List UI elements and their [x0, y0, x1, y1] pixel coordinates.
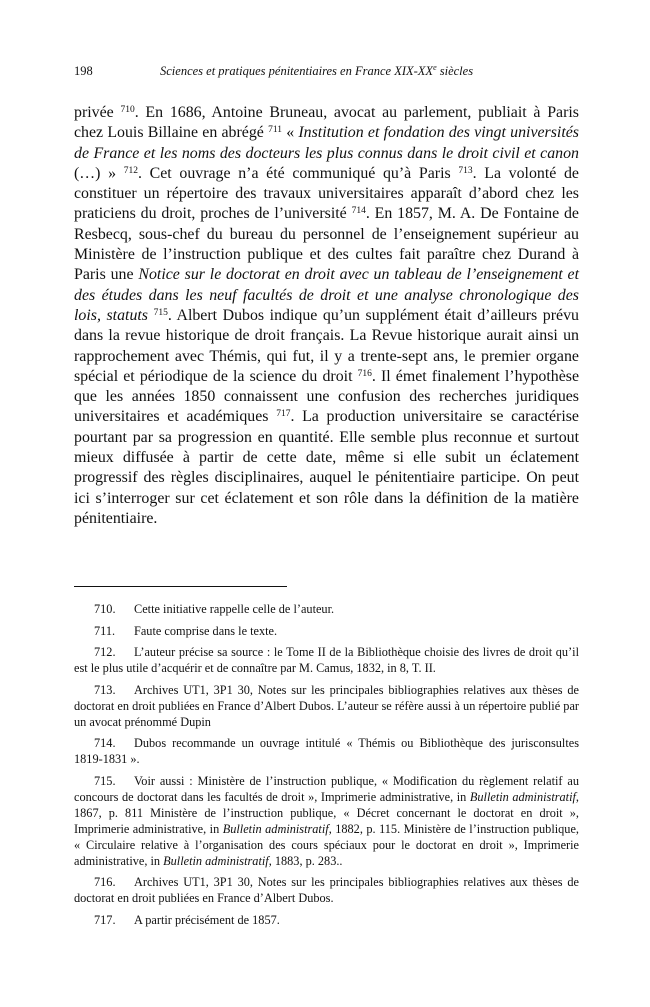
footnote-717 — [74, 912, 579, 928]
footnote-reference-716[interactable]: 716 — [357, 368, 372, 379]
footnote-number: 714. — [94, 736, 116, 750]
running-title-end: siècles — [436, 64, 474, 78]
footnote-reference-711[interactable]: 711 — [268, 125, 282, 136]
footnote-713 — [74, 682, 579, 730]
footnote-reference-712[interactable]: 712 — [123, 165, 138, 176]
footnote-text: , 1883, p. 283.. — [268, 853, 343, 868]
footnote-text: L’auteur précise sa source : le Tome II de la Bibliothèque choisie des livres de droit qu’il est le plus utile d’acquérir et de connaître par M. Camus, 1832, in 8, T. II. — [74, 645, 579, 675]
body-text-segment: . Albert Dubos indique qu’un supplément était d’ailleurs prévu dans la revue historique de droit français. La Revue historique aurait ainsi un rapprochement avec Thémis, qui fut, il y a trente-sept ans, le premier organe spécial et périodique de la science du droit — [74, 306, 579, 385]
footnote-number: 715. — [94, 773, 116, 788]
body-text-segment: . La volonté de constituer un répertoire des travaux universitaires apparaît d’abord chez les praticiens du droit, proches de l’université — [74, 164, 579, 223]
footnote-text: Dubos recommande un ouvrage intitulé « Thémis ou Bibliothèque des jurisconsultes 1819-1831 ». — [74, 736, 579, 766]
body-text-segment: . En 1686, Antoine Bruneau, avocat au parlement, publiait à Paris chez Louis Billaine en abrégé — [74, 104, 579, 142]
footnote-711 — [74, 623, 579, 639]
body-paragraph — [74, 103, 579, 529]
page-number: 198 — [74, 64, 93, 78]
footnote-number: 712. — [94, 645, 116, 659]
book-title-notice: Notice sur le doctorat en droit avec un tableau de l’enseignement et des études dans les neuf facultés de droit et une analyse chronologique des lois, statuts — [74, 266, 580, 324]
footnote-710 — [74, 601, 579, 617]
footnotes — [74, 601, 579, 933]
footnote-715 — [74, 773, 579, 869]
body-text-segment: . Cet ouvrage n’a été communiqué qu’à Paris — [138, 164, 459, 182]
footnote-reference-714[interactable]: 714 — [351, 206, 366, 217]
footnote-reference-713[interactable]: 713 — [458, 165, 473, 176]
body-text-segment: . Il émet finalement l’hypothèse que les années 1850 connaissent une confusion des recherches juridiques universitaires et académiques — [74, 367, 579, 426]
body-text-segment: privée — [74, 104, 121, 121]
footnote-714 — [74, 735, 579, 767]
footnote-number: 711. — [94, 623, 116, 638]
body-text-segment: (…) » — [74, 164, 124, 182]
running-title — [160, 64, 473, 79]
footnote-reference-710[interactable]: 710 — [120, 105, 135, 115]
body-text-segment: . En 1857, M. A. De Fontaine de Resbecq, sous-chef du bureau du personnel de l’enseignement supérieur au Ministère de l’instruction publique et des cultes fait paraître chez Durand à Paris une — [74, 205, 579, 284]
footnote-text: Archives UT1, 3P1 30, Notes sur les principales bibliographies relatives aux thèses de doctorat en droit publiées en France d’Albert Dubos. L’auteur se réfère aussi à un répertoire publié par un avocat prénommé Dupin — [74, 682, 579, 729]
footnote-text: , 1867, p. 811 Ministère de l’instruction publique, « Décret concernant le doctorat en droit », Imprimerie administrative, in — [74, 789, 579, 836]
footnote-reference-715[interactable]: 715 — [153, 307, 168, 318]
footnote-number: 716. — [94, 875, 116, 889]
book-title-institution: Institution et fondation des vingt universités de France et les noms des docteurs les plus connus dans le droit civil et canon — [74, 124, 579, 162]
journal-title: Bulletin administratif — [222, 821, 329, 836]
body-text-segment: « — [281, 124, 299, 142]
journal-title: Bulletin administratif — [163, 853, 269, 868]
footnote-separator — [74, 586, 287, 587]
running-title-superscript: e — [433, 62, 437, 72]
footnote-text: , 1882, p. 115. Ministère de l’instruction publique, « Circulaire relative à l’organisation des cours spéciaux pour le doctorat en droit », Imprimerie administrative, in — [74, 821, 579, 868]
footnote-number: 710. — [94, 602, 116, 616]
footnote-text: Faute comprise dans le texte. — [134, 623, 278, 638]
footnote-text: Archives UT1, 3P1 30, Notes sur les principales bibliographies relatives aux thèses de doctorat en droit publiées en France d’Albert Dubos. — [74, 875, 579, 905]
running-title-text: Sciences et pratiques pénitentiaires en France XIX-XX — [160, 64, 434, 78]
journal-title: Bulletin administratif — [469, 789, 576, 804]
footnote-716 — [74, 874, 579, 906]
footnote-text: Voir aussi : Ministère de l’instruction publique, « Modification du règlement relatif au concours de doctorat dans les facultés de droit », Imprimerie administrative, in — [74, 773, 579, 804]
body-text-segment: . La production universitaire se caractérise pourtant par sa progression en quantité. Elle semble plus reconnue et surtout mieux diffusée à partir de cette date, même si elle subit un éclatement progressif des règles disciplinaires, auquel le pénitentiaire participe. On peut ici s’interroger sur cet éclatement et son rôle dans la définition de la matière pénitentiaire. — [74, 408, 579, 527]
footnote-number: 717. — [94, 912, 116, 927]
footnote-text: Cette initiative rappelle celle de l’auteur. — [134, 602, 335, 616]
footnote-reference-717[interactable]: 717 — [276, 409, 291, 420]
footnote-number: 713. — [94, 682, 116, 697]
page-header — [74, 64, 579, 84]
footnote-712 — [74, 644, 579, 676]
footnote-text: A partir précisément de 1857. — [134, 912, 280, 927]
